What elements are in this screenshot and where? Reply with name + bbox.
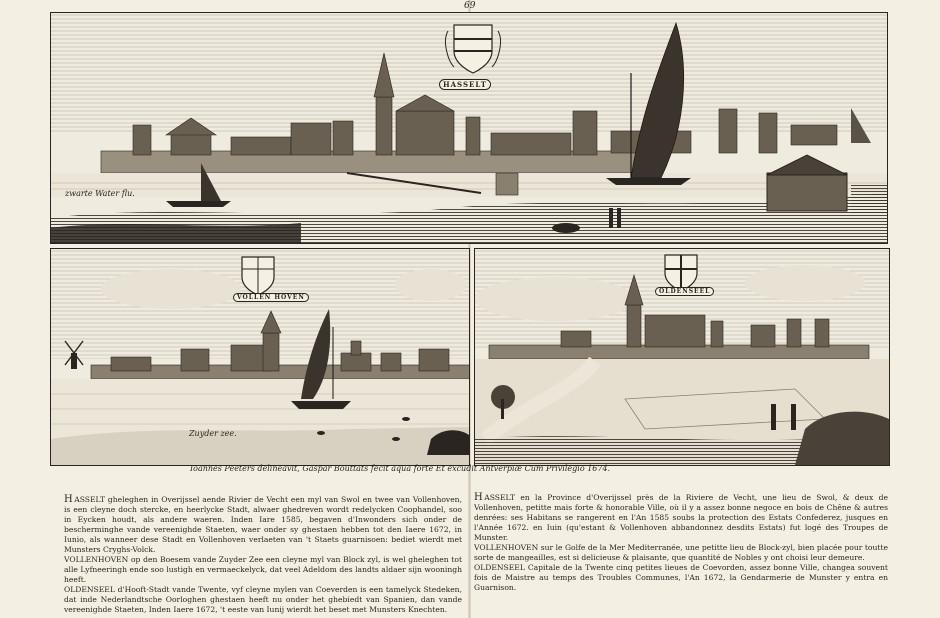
plate-hasselt [50,12,888,244]
dutch-vollenhoven-paragraph: VOLLENHOVEN op den Boesem vande Zuyder Zee een cleyne myl van Block zyl, is wel gheleghen tot alle Lyfneeringh ende soo lustigh en vermaeckelyck, dat veel Adeldom des landts aldaer sijn wooningh heeft. [64,555,462,584]
vollenhoven-banner: VOLLEN HOVEN [233,293,309,302]
river-label: zwarte Water flu. [65,189,135,198]
dutch-oldenseel-paragraph: OLDENSEEL d'Hooft-Stadt vande Twente, vyf cleyne mylen van Coeverden is een tamelyck Stedeken, dat inde Nederlandtsche Oorloghen ghestaen heeft nu onder het ghebiedt van Spanien, dan vande vereenighde Staeten, Inden Iaere 1672, 't eeste van Iunij wierdt het beset met Munsters Knechten. [64,585,462,614]
french-initial: H [474,492,485,503]
page-number: 69 [464,1,476,11]
french-hasselt-paragraph: HASSELT en la Province d'Overijssel près de la Riviere de Vecht, une lieu de Swol, & deux de Vollenhoven, petitte mais forte & honorable Ville, où il y a assez bonne negoce en bois de Chêne & autres denrées: ses Habitans se rangerent en l'An 1585 soubs la protection des Estats Confederez, jusques en l'Année 1672. en Iuin (qu'estant & Vollenhoven abbandonnez desdits Estats) fut logé des Troupes de Munster. [474,492,888,542]
hasselt-banner: HASSELT [439,79,491,90]
french-text [474,493,888,593]
oldenseel-banner: OLDENSEEL [655,287,714,296]
oldenseel-engraving [475,249,889,465]
dutch-initial: H [64,494,75,505]
dutch-hasselt-paragraph: HASSELT gheleghen in Overijssel aende Rivier de Vecht een myl van Swol en twee van Vollenhoven, is een cleyne doch stercke, en heerlycke Stadt, alwaer ghedreven wordt redelycken Coophandel, soo in Eycken houdt, als andere waeren. Inden Iare 1585, begaven d'Inwonders sich onder de bescherminghe vande vereenighde Staeten, waer onder sy ghestaen hebben tot den Iaere 1672, in Iunio, als wanneer dese Stadt en Vollenhoven verlaeten van 't Staets guarnisoen: bediet wierdt met Munsters Cryghs-Volck. [64,494,462,554]
sea-label: Zuyder zee. [189,429,237,438]
hasselt-engraving [51,13,887,243]
french-oldenseel-paragraph: OLDENSEEL Capitale de la Twente cinq petites lieues de Coevorden, assez bonne Ville, changea souvent fois de Maistre au temps des Troubles Communes, l'An 1672, la Gendarmerie de Munster y entra en Guarnison. [474,563,888,592]
vollenhoven-engraving [51,249,469,465]
french-vollenhoven-paragraph: VOLLENHOVEN sur le Golfe de la Mer Mediterranée, une petitte lieu de Block-zyl, bien placée pour toutte sorte de mangeailles, est si delicieuse & plaisante, que quantité de Nobles y ont choisi leur demeure. [474,543,888,562]
engraver-credit: Ioannes Peeters delineavit, Gaspar Bouttats fecit aqua forte Et excudit Antverpiæ Cum Privilegio 1674. [190,464,611,473]
plate-vollenhoven [50,248,470,466]
plate-oldenseel [474,248,890,466]
dutch-text [64,495,462,615]
